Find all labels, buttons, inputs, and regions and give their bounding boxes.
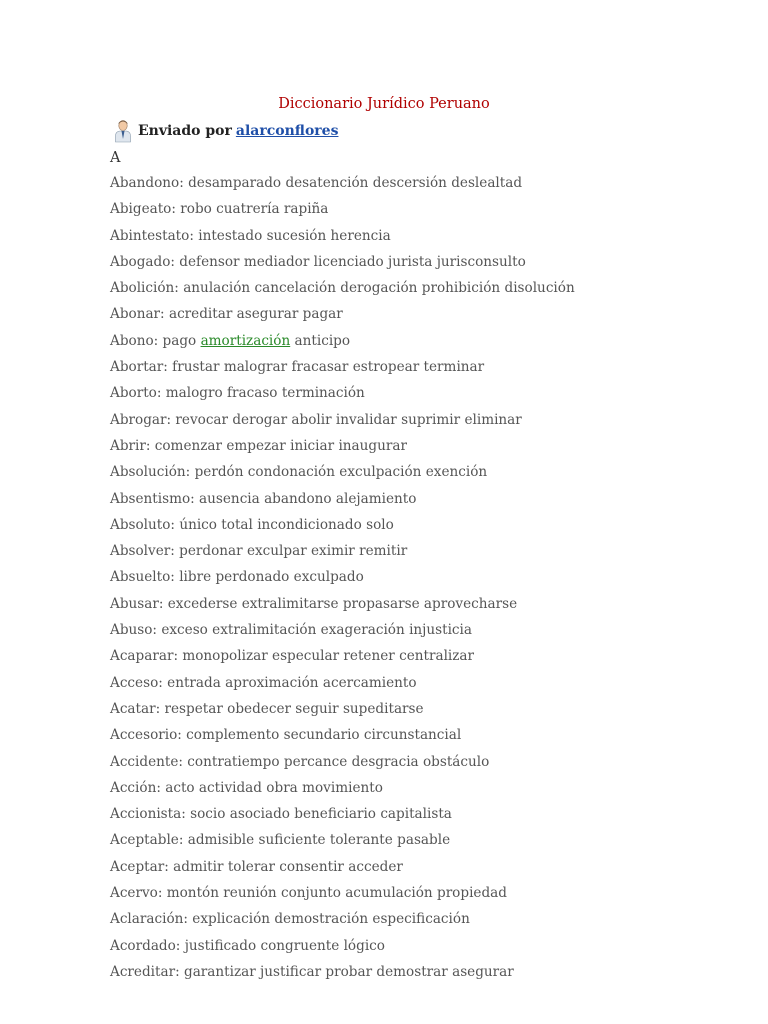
entry-abrir: Abrir: comenzar empezar iniciar inaugurar <box>110 437 407 454</box>
entry-accesorio: Accesorio: complemento secundario circunstancial <box>110 727 462 744</box>
entry-aceptar: Aceptar: admitir tolerar consentir acceder <box>110 858 403 875</box>
entry-absolver: Absolver: perdonar exculpar eximir remitir <box>110 543 408 560</box>
entry-absentismo: Absentismo: ausencia abandono alejamiento <box>110 490 417 507</box>
entry-acreditar: Acreditar: garantizar justificar probar demostrar asegurar <box>110 963 514 980</box>
user-avatar-icon <box>114 119 132 143</box>
entry-acatar: Acatar: respetar obedecer seguir supeditarse <box>110 700 424 717</box>
byline-label: Enviado por <box>138 123 232 139</box>
entry-abonar: Abonar: acreditar asegurar pagar <box>110 306 343 323</box>
entry-acceso: Acceso: entrada aproximación acercamiento <box>110 674 417 691</box>
byline <box>114 118 338 144</box>
entry-abono-text: Abono: pago <box>110 332 201 349</box>
entry-acervo: Acervo: montón reunión conjunto acumulación propiedad <box>110 885 507 902</box>
entry-absoluto: Absoluto: único total incondicionado solo <box>110 516 394 533</box>
entry-abogado: Abogado: defensor mediador licenciado jurista jurisconsulto <box>110 253 526 270</box>
amortizacion-link[interactable]: amortización <box>200 332 291 349</box>
entry-abolicion: Abolición: anulación cancelación derogación prohibición disolución <box>110 280 575 297</box>
entry-absolucion: Absolución: perdón condonación exculpación exención <box>110 464 488 481</box>
entry-acaparar: Acaparar: monopolizar especular retener centralizar <box>110 648 475 665</box>
entry-abuso: Abuso: exceso extralimitación exageración injusticia <box>110 622 472 639</box>
author-link[interactable]: alarconflores <box>235 123 339 139</box>
entry-aceptable: Aceptable: admisible suficiente tolerante pasable <box>110 832 451 849</box>
entry-abintestato: Abintestato: intestado sucesión herencia <box>110 227 391 244</box>
entry-abigeato: Abigeato: robo cuatrería rapiña <box>110 201 329 218</box>
entry-abono <box>110 330 575 356</box>
entry-list <box>110 172 575 987</box>
entry-abusar: Abusar: excederse extralimitarse propasarse aprovecharse <box>110 595 518 612</box>
entry-accidente: Accidente: contratiempo percance desgracia obstáculo <box>110 753 490 770</box>
entry-absuelto: Absuelto: libre perdonado exculpado <box>110 569 364 586</box>
entry-abrogar: Abrogar: revocar derogar abolir invalidar suprimir eliminar <box>110 411 522 428</box>
entry-aclaracion: Aclaración: explicación demostración especificación <box>110 911 470 928</box>
section-letter: A <box>110 150 121 166</box>
entry-abandono: Abandono: desamparado desatención descersión deslealtad <box>110 175 523 191</box>
entry-abortar: Abortar: frustar malograr fracasar estropear terminar <box>110 359 485 376</box>
document-title: Diccionario Jurídico Peruano <box>278 96 490 112</box>
entry-abono-rest: anticipo <box>290 332 351 349</box>
entry-accion: Acción: acto actividad obra movimiento <box>110 779 383 796</box>
entry-accionista: Accionista: socio asociado beneficiario capitalista <box>110 806 452 823</box>
entry-acordado: Acordado: justificado congruente lógico <box>110 937 385 954</box>
entry-aborto: Aborto: malogro fracaso terminación <box>110 385 365 402</box>
